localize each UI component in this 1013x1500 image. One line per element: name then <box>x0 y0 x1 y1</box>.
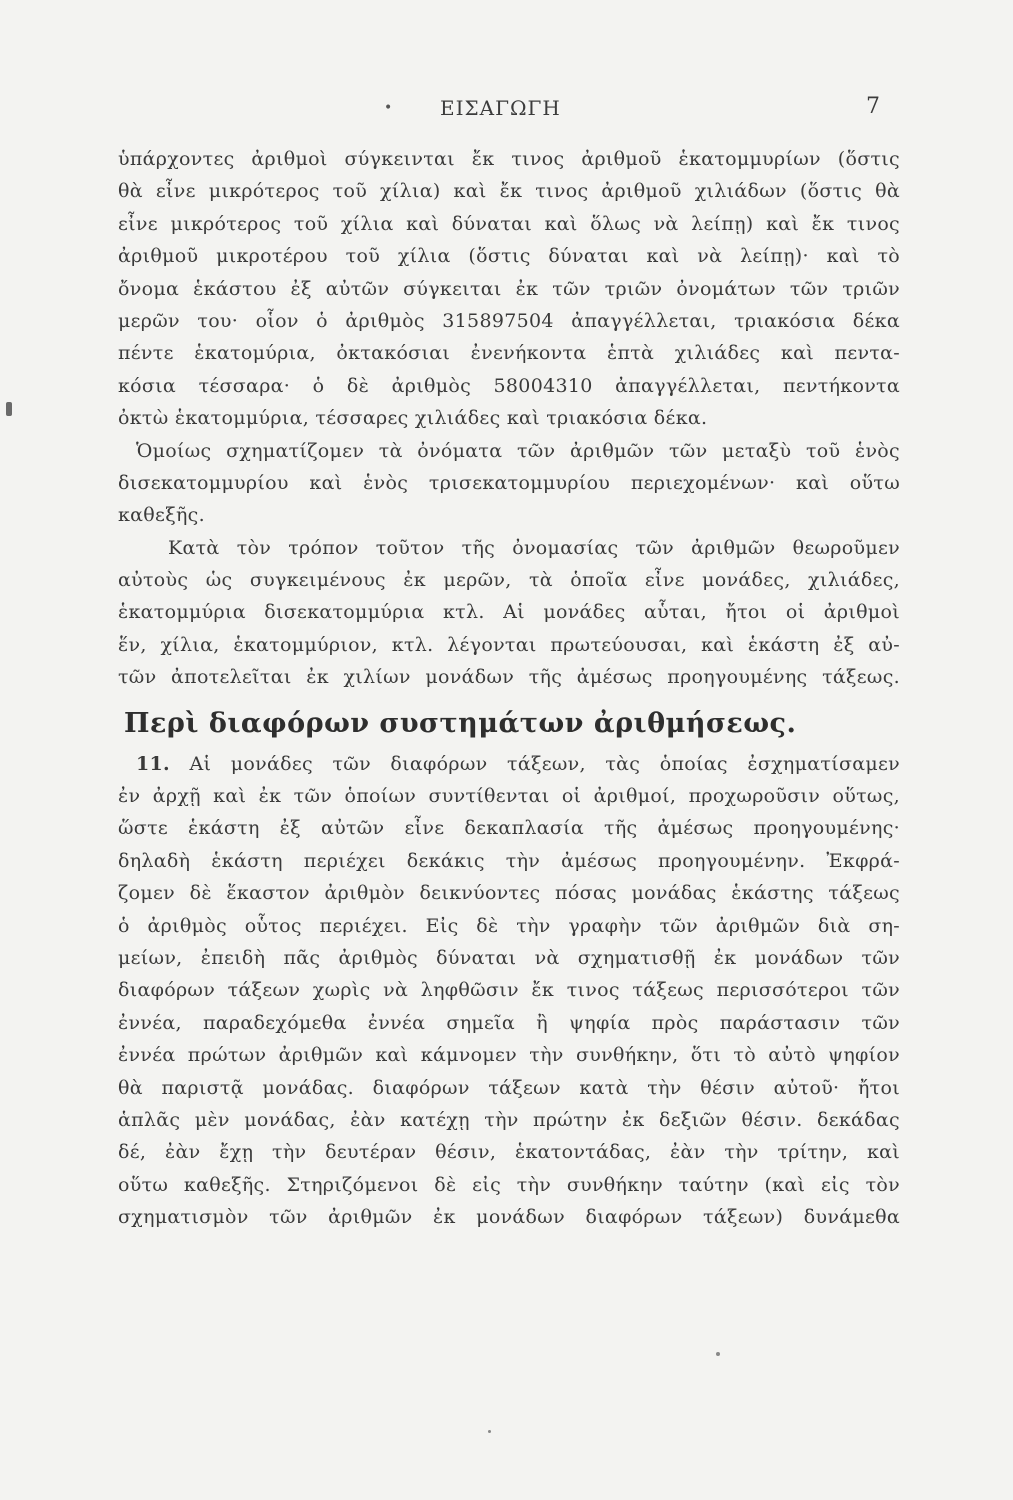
text-line: ὑπάρχοντες ἀριθμοὶ σύγκεινται ἔκ τινος ἀριθμοῦ ἑκατομμυρίων (ὅστις <box>118 148 900 170</box>
text-line: καθεξῆς. <box>118 504 205 527</box>
text-line: οὕτω καθεξῆς. Στηριζόμενοι δὲ εἰς τὴν συνθήκην ταύτην (καὶ εἰς τὸν <box>118 1173 900 1196</box>
text-line: ἁπλᾶς μὲν μονάδας, ἐὰν κατέχῃ τὴν πρώτην ἐκ δεξιῶν θέσιν. δεκάδας <box>118 1108 900 1131</box>
text-line: ὄνομα ἑκάστου ἐξ αὐτῶν σύγκειται ἐκ τῶν τριῶν ὀνομάτων τῶν τριῶν <box>118 277 900 300</box>
text-line: κόσια τέσσαρα· ὁ δὲ ἀριθμὸς 58004310 ἀπαγγέλλεται, πεντήκοντα <box>118 374 900 397</box>
text-line: αὐτοὺς ὡς συγκειμένους ἐκ μερῶν, τὰ ὁποῖα εἶνε μονάδες, χιλιάδες, <box>118 569 900 592</box>
page-body <box>118 143 900 1234</box>
text-line: ὥστε ἑκάστη ἐξ αὐτῶν εἶνε δεκαπλασία τῆς ἀμέσως προηγουμένης· <box>118 817 900 840</box>
text-line: εἶνε μικρότερος τοῦ χίλια καὶ δύναται καὶ ὅλως νὰ λείπῃ) καὶ ἔκ τινος <box>118 212 900 235</box>
text-line: διαφόρων τάξεων χωρὶς νὰ ληφθῶσιν ἔκ τινος τάξεως περισσότεροι τῶν <box>118 979 900 1002</box>
margin-mark <box>6 402 12 416</box>
text-line: ὀκτὼ ἑκατομμύρια, τέσσαρες χιλιάδες καὶ τριακόσια δέκα. <box>118 407 708 430</box>
text-line: ζομεν δὲ ἕκαστον ἀριθμὸν δεικνύοντες πόσας μονάδας ἑκάστης τάξεως <box>118 882 900 905</box>
text-line: Αἱ μονάδες τῶν διαφόρων τάξεων, τὰς ὁποίας ἐσχηματίσαμεν <box>189 752 900 775</box>
paragraph-3 <box>118 532 900 694</box>
running-head <box>0 96 1013 126</box>
text-line: Ὁμοίως σχηματίζομεν τὰ ὀνόματα τῶν ἀριθμῶν τῶν μεταξὺ τοῦ ἑνὸς <box>136 439 900 462</box>
text-line: ὁ ἀριθμὸς οὗτος περιέχει. Εἰς δὲ τὴν γραφὴν τῶν ἀριθμῶν διὰ ση- <box>118 914 900 937</box>
section-number: 11. <box>136 752 170 775</box>
text-line: ἀριθμοῦ μικροτέρου τοῦ χίλια (ὅστις δύναται καὶ νὰ λείπῃ)· καὶ τὸ <box>118 245 900 268</box>
paragraph-4 <box>118 748 900 1234</box>
text-line: δηλαδὴ ἑκάστη περιέχει δεκάκις τὴν ἀμέσως προηγουμένην. Ἐκφρά- <box>118 849 900 872</box>
text-line: τῶν ἀποτελεῖται ἐκ χιλίων μονάδων τῆς ἀμέσως προηγουμένης τάξεως. <box>118 666 900 689</box>
text-line: ἑκατομμύρια δισεκατομμύρια κτλ. Αἱ μονάδες αὗται, ἤτοι οἱ ἀριθμοὶ <box>118 601 900 624</box>
section-heading: Περὶ διαφόρων συστημάτων ἀριθμήσεως. <box>124 707 797 739</box>
text-line: δέ, ἐὰν ἔχῃ τὴν δευτέραν θέσιν, ἑκατοντάδας, ἐὰν τὴν τρίτην, καὶ <box>118 1141 900 1164</box>
paragraph-2 <box>118 435 900 532</box>
text-line: ἕν, χίλια, ἑκατομμύριον, κτλ. λέγονται πρωτεύουσαι, καὶ ἑκάστη ἐξ αὐ- <box>118 633 900 656</box>
text-line: μερῶν του· οἷον ὁ ἀριθμὸς 315897504 ἀπαγγέλλεται, τριακόσια δέκα <box>118 309 900 332</box>
text-line: Κατὰ τὸν τρόπον τοῦτον τῆς ὀνομασίας τῶν ἀριθμῶν θεωροῦμεν <box>168 536 900 559</box>
paper-speck <box>716 1352 720 1356</box>
ornament-dot: • <box>384 100 393 116</box>
text-line: ἐννέα, παραδεχόμεθα ἐννέα σημεῖα ἢ ψηφία πρὸς παράστασιν τῶν <box>118 1011 900 1034</box>
text-line: ἐννέα πρώτων ἀριθμῶν καὶ κάμνομεν τὴν συνθήκην, ὅτι τὸ αὐτὸ ψηφίον <box>118 1044 900 1067</box>
text-line: ἐν ἀρχῇ καὶ ἐκ τῶν ὁποίων συντίθενται οἱ ἀριθμοί, προχωροῦσιν οὕτως, <box>118 785 900 808</box>
page-number: 7 <box>866 94 880 119</box>
text-line: θὰ εἶνε μικρότερος τοῦ χίλια) καὶ ἔκ τινος ἀριθμοῦ χιλιάδων (ὅστις θὰ <box>118 180 900 203</box>
text-line: δισεκατομμυρίου καὶ ἑνὸς τρισεκατομμυρίου περιεχομένων· καὶ οὕτω <box>118 471 900 494</box>
text-line: σχηματισμὸν τῶν ἀριθμῶν ἐκ μονάδων διαφόρων τάξεων) δυνάμεθα <box>118 1206 900 1229</box>
text-line-with-number <box>118 748 900 780</box>
running-title: ΕΙΣΑΓΩΓΗ <box>440 96 561 120</box>
text-line: μείων, ἐπειδὴ πᾶς ἀριθμὸς δύναται νὰ σχηματισθῇ ἐκ μονάδων τῶν <box>118 946 900 969</box>
paper-speck <box>488 1430 491 1433</box>
paragraph-1 <box>118 143 900 435</box>
text-line: πέντε ἑκατομύρια, ὀκτακόσιαι ἐνενήκοντα ἑπτὰ χιλιάδες καὶ πεντα- <box>118 342 900 365</box>
text-line: θὰ παριστᾷ μονάδας. διαφόρων τάξεων κατὰ τὴν θέσιν αὐτοῦ· ἤτοι <box>118 1076 900 1099</box>
